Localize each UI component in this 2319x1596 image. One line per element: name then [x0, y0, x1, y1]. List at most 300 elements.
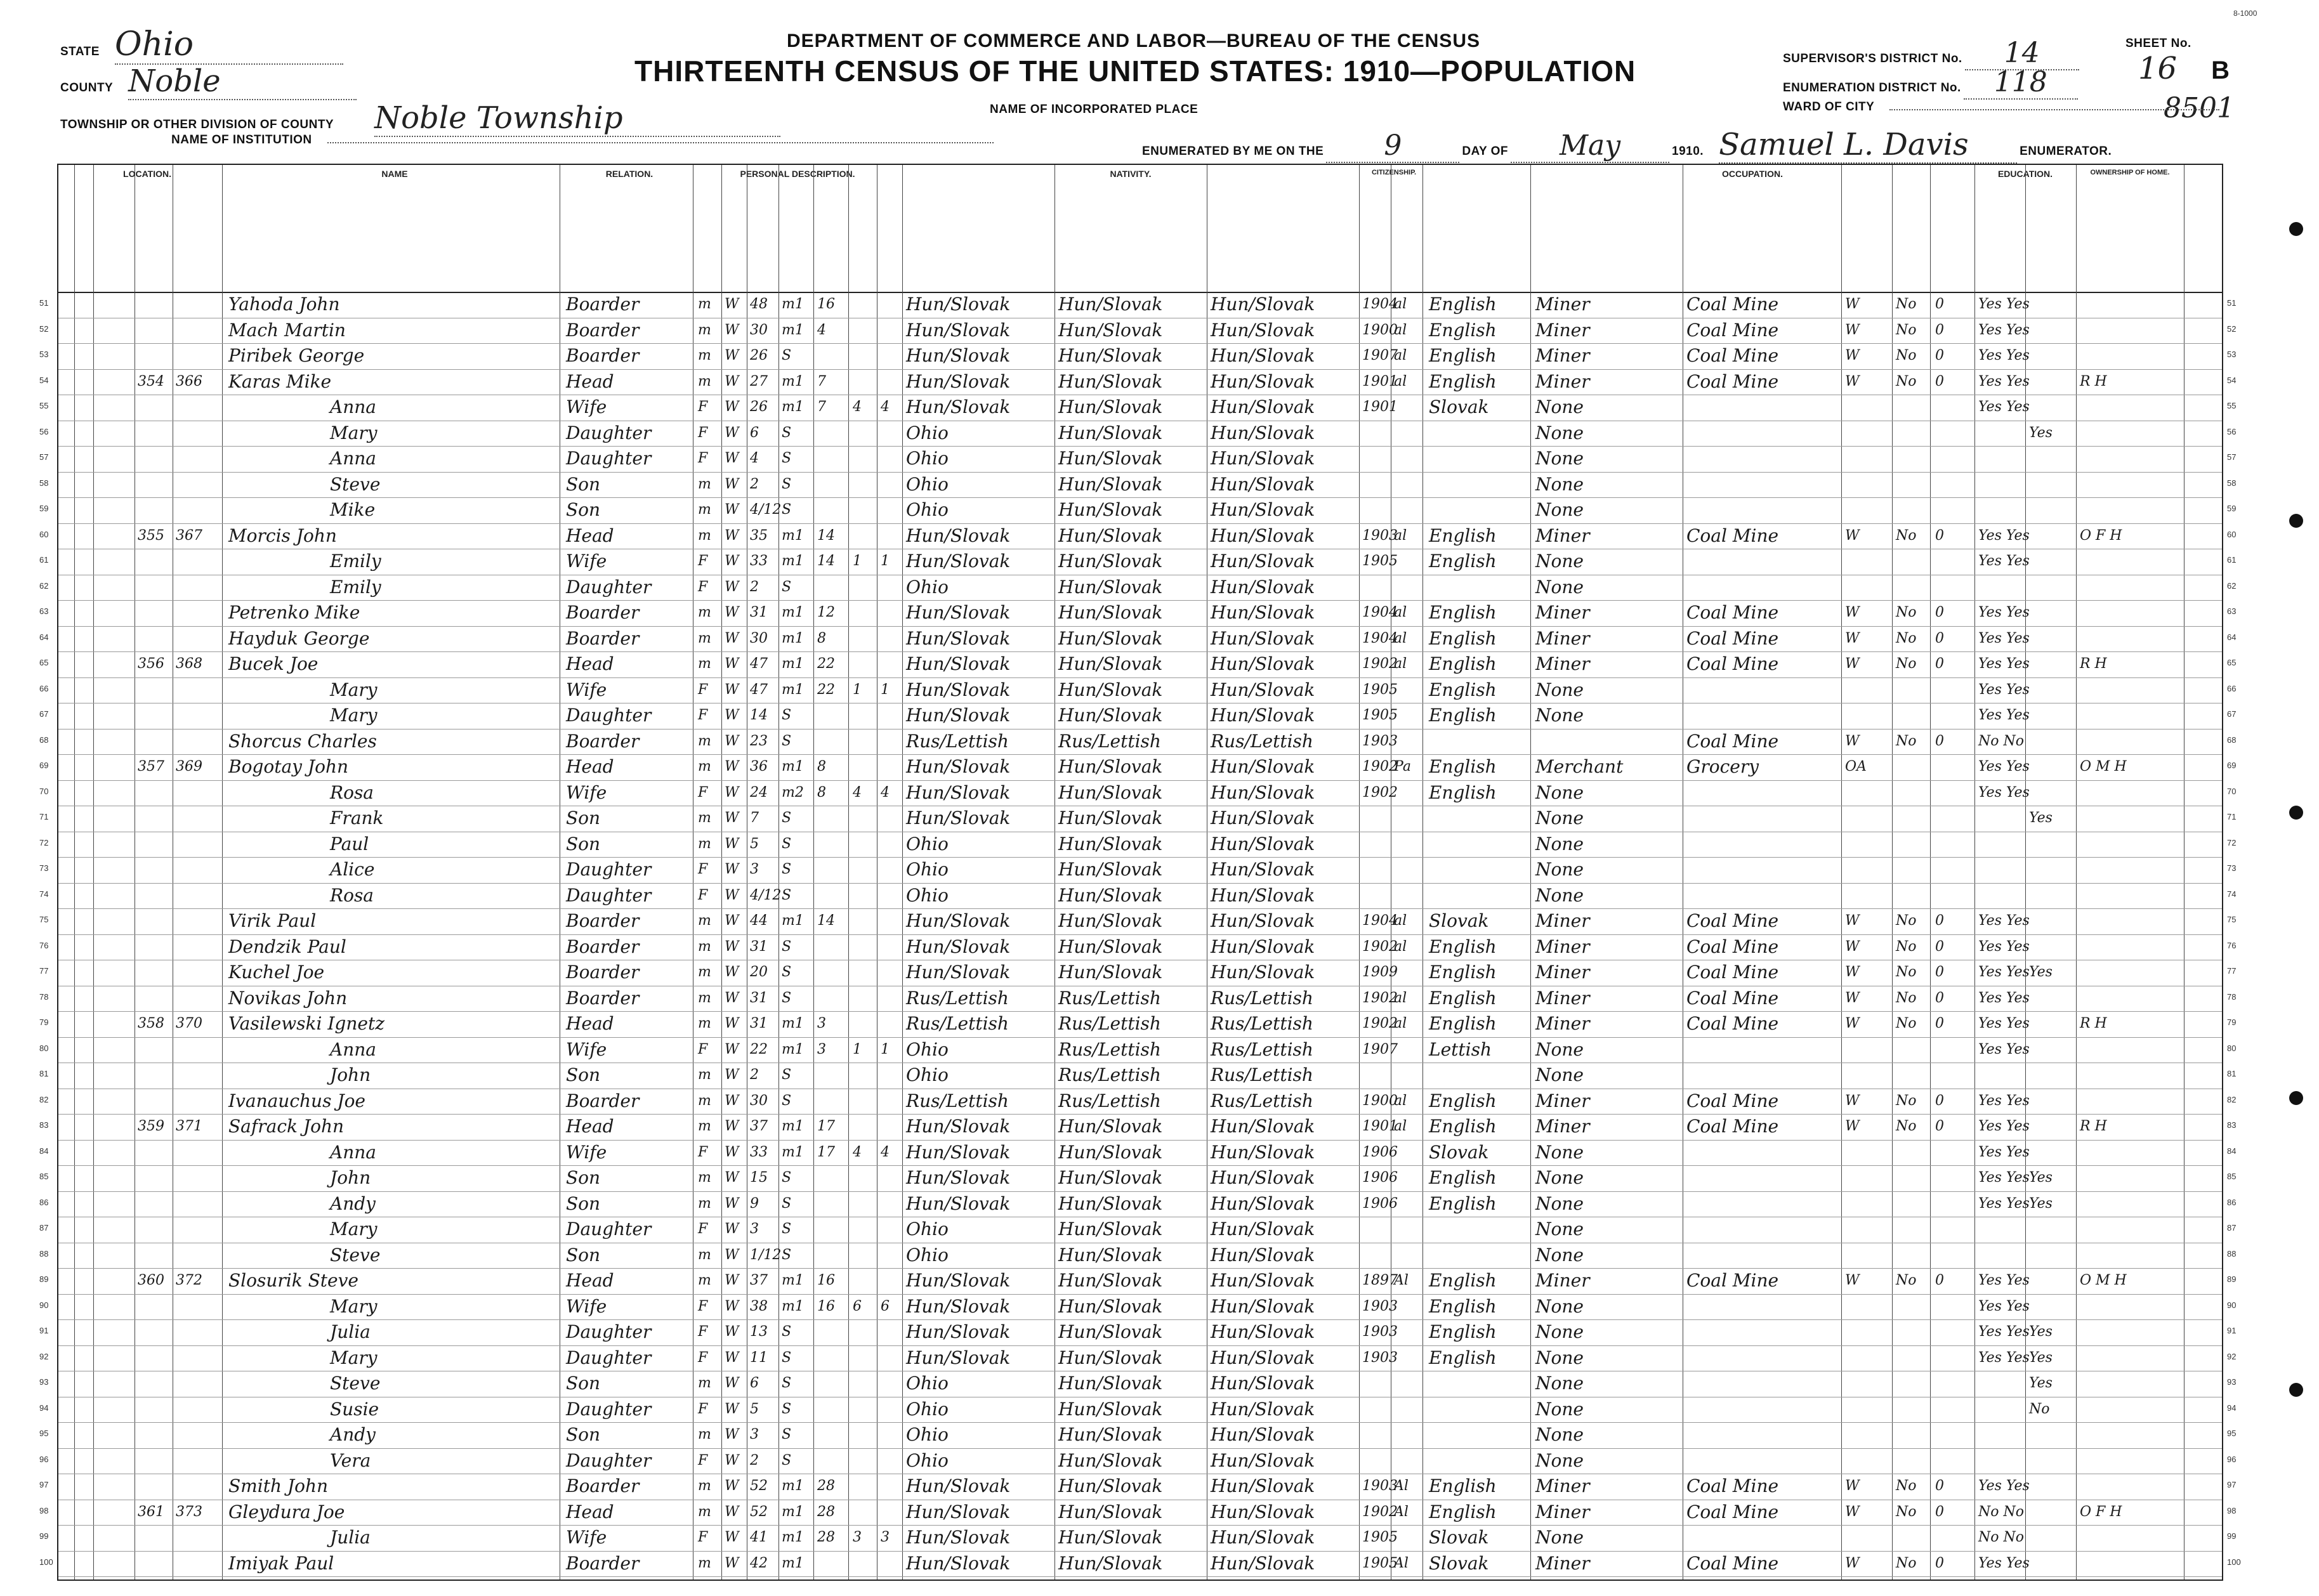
line-number-right: 83 [2227, 1120, 2237, 1130]
line-number: 62 [39, 580, 49, 591]
cell-rel: Boarder [566, 987, 640, 1009]
cell-imm: 1903 [1362, 733, 1398, 749]
cell-att [2029, 1218, 2073, 1241]
cell-imm: 1904 [1362, 605, 1398, 620]
cell-fam: 368 [176, 656, 202, 672]
cell-rel: Son [566, 1064, 601, 1085]
cell-fam [176, 1193, 220, 1215]
cell-rel: Son [566, 499, 601, 520]
cell-imm [1362, 807, 1390, 830]
cell-mb: 6 [853, 1298, 862, 1314]
cell-fam [176, 1423, 220, 1446]
cell-ow: No [1896, 1092, 1917, 1109]
cell-imm: 1902 [1362, 1503, 1398, 1520]
table-row [39, 1089, 2237, 1115]
cell-fam [176, 1347, 220, 1370]
cell-rd: Yes Yes [1978, 938, 2030, 955]
line-number-right: 72 [2227, 837, 2237, 847]
cell-ms: m1 [782, 605, 804, 620]
table-row [39, 1191, 2237, 1218]
group-relation: RELATION. [605, 169, 654, 179]
cell-emp [1845, 422, 1889, 445]
cell-rel: Son [566, 473, 601, 495]
cell-ow: No [1896, 527, 1917, 544]
cell-att [2029, 627, 2073, 650]
cell-fb: Hun/Slovak [1058, 1373, 1163, 1394]
cell-race: W [725, 1349, 739, 1366]
line-number: 66 [39, 683, 49, 693]
cell-lang: English [1429, 1347, 1497, 1368]
cell-ow [1896, 1295, 1929, 1318]
cell-att [2029, 1038, 2073, 1061]
cell-imm [1362, 422, 1390, 445]
cell-wk [1935, 704, 1972, 727]
table-row [39, 1422, 2237, 1449]
cell-lang [1429, 884, 1529, 907]
cell-mbp: Hun/Slovak [1211, 499, 1315, 520]
cell-rel: Daughter [566, 576, 652, 598]
cell-mbp: Hun/Slovak [1211, 1321, 1315, 1342]
cell-att [2029, 858, 2073, 881]
cell-dw [138, 1398, 173, 1421]
cell-nat [1394, 499, 1422, 521]
cell-yrs [817, 1064, 846, 1087]
cell-ml [881, 1012, 901, 1035]
cell-emp: W [1845, 1272, 1860, 1288]
line-number: 96 [39, 1454, 49, 1464]
cell-imm [1362, 576, 1390, 599]
cell-imm: 1905 [1362, 1529, 1398, 1545]
cell-age: 4/12 [750, 887, 782, 903]
cell-nat [1394, 396, 1422, 419]
cell-own: R H [2080, 373, 2107, 389]
sheet-value: 16 [2138, 51, 2178, 86]
cell-rel: Daughter [566, 1321, 652, 1342]
table-row [39, 395, 2237, 421]
cell-fam: 367 [176, 527, 202, 544]
cell-att [2029, 1012, 2073, 1035]
cell-race: W [725, 1016, 739, 1031]
line-number-right: 91 [2227, 1326, 2237, 1335]
ward-label: WARD OF CITY [1783, 100, 1875, 114]
cell-race: W [725, 759, 739, 775]
cell-own [2080, 344, 2181, 367]
cell-trade: None [1535, 396, 1584, 417]
cell-imm [1362, 858, 1390, 881]
line-number-right: 97 [2227, 1480, 2237, 1489]
cell-fam [176, 858, 220, 881]
cell-yrs [817, 730, 846, 753]
line-number: 56 [39, 426, 49, 436]
cell-ms: m1 [782, 913, 804, 929]
cell-wk [1935, 1295, 1972, 1318]
cell-fb: Hun/Slovak [1058, 1219, 1163, 1240]
line-number: 64 [39, 632, 49, 642]
cell-trade: Miner [1535, 319, 1590, 341]
line-number-right: 100 [2227, 1557, 2241, 1567]
cell-nat [1394, 1038, 1422, 1061]
cell-ind: Coal Mine [1686, 345, 1779, 366]
cell-lang: English [1429, 602, 1497, 623]
cell-emp [1845, 858, 1889, 881]
cell-yrs [817, 499, 846, 521]
cell-ms: S [782, 1170, 792, 1186]
cell-wk: 0 [1935, 1478, 1944, 1494]
cell-ms: S [782, 1324, 792, 1340]
cell-pb: Ohio [906, 473, 949, 495]
cell-name: Susie [330, 1398, 379, 1420]
cell-ind: Grocery [1686, 756, 1759, 777]
cell-rd [1978, 1398, 2024, 1421]
cell-yrs: 22 [817, 656, 835, 672]
cell-imm [1362, 1398, 1390, 1421]
cell-name: Smith John [228, 1475, 329, 1496]
cell-sex: m [698, 630, 711, 646]
cell-ml [881, 833, 901, 856]
cell-lang: English [1429, 653, 1497, 674]
cell-rel: Son [566, 1167, 601, 1188]
cell-ow [1896, 1193, 1929, 1215]
cell-ml [881, 1501, 901, 1524]
cell-yrs: 7 [817, 399, 826, 415]
cell-dw [138, 807, 173, 830]
cell-ind [1686, 1526, 1839, 1549]
table-row [39, 446, 2237, 473]
table-row [39, 754, 2237, 781]
cell-emp: W [1845, 322, 1860, 338]
cell-imm: 1904 [1362, 913, 1398, 929]
table-row [39, 1140, 2237, 1167]
table-row [39, 986, 2237, 1012]
cell-mbp: Hun/Slovak [1211, 936, 1315, 957]
cell-rd: No No [1978, 733, 2024, 749]
cell-age: 1/12 [750, 1246, 782, 1263]
cell-fb: Hun/Slovak [1058, 1270, 1163, 1291]
cell-fam [176, 576, 220, 599]
cell-rd: No No [1978, 1503, 2024, 1520]
township-label: TOWNSHIP OR OTHER DIVISION OF COUNTY [60, 118, 334, 131]
group-nativity: NATIVITY. [1110, 169, 1152, 179]
cell-dw [138, 1526, 173, 1549]
cell-yrs: 8 [817, 759, 826, 775]
cell-att [2029, 884, 2073, 907]
cell-mbp: Rus/Lettish [1211, 1064, 1313, 1085]
cell-lang: Slovak [1429, 1527, 1489, 1548]
table-row [39, 318, 2237, 344]
cell-own: R H [2080, 656, 2107, 672]
cell-ml: 1 [881, 1041, 890, 1057]
line-number: 85 [39, 1172, 49, 1181]
cell-race: W [725, 399, 739, 415]
cell-rel: Son [566, 1193, 601, 1214]
cell-trade: Miner [1535, 345, 1590, 366]
cell-nat [1394, 473, 1422, 496]
cell-race: W [725, 887, 739, 903]
cell-race: W [725, 1503, 739, 1520]
cell-imm: 1902 [1362, 656, 1398, 672]
cell-yrs: 14 [817, 913, 835, 929]
line-number: 93 [39, 1377, 49, 1387]
cell-emp: W [1845, 1555, 1860, 1571]
cell-name: Morcis John [228, 525, 337, 546]
cell-emp [1845, 1167, 1889, 1189]
cell-rel: Son [566, 1244, 601, 1266]
cell-pb: Hun/Slovak [906, 1552, 1011, 1574]
cell-mbp: Hun/Slovak [1211, 1347, 1315, 1368]
supervisor-label: SUPERVISOR'S DISTRICT No. [1783, 52, 1962, 65]
cell-age: 41 [750, 1529, 768, 1545]
cell-lang: English [1429, 1270, 1497, 1291]
cell-lang [1429, 576, 1529, 599]
cell-fb: Hun/Slovak [1058, 1424, 1163, 1445]
cell-ms: m1 [782, 527, 804, 544]
cell-dw [138, 1218, 173, 1241]
line-number: 51 [39, 298, 49, 308]
cell-rd: Yes Yes [1978, 1195, 2030, 1212]
cell-lang: English [1429, 627, 1497, 649]
cell-trade: None [1535, 782, 1584, 803]
cell-yrs: 16 [817, 1272, 835, 1288]
cell-fb: Hun/Slovak [1058, 370, 1163, 392]
cell-mb [853, 653, 876, 676]
cell-fam [176, 910, 220, 932]
cell-ind: Coal Mine [1686, 1475, 1779, 1496]
cell-ms: m1 [782, 373, 804, 389]
cell-yrs: 28 [817, 1529, 835, 1545]
cell-nat [1394, 1372, 1422, 1395]
line-number-right: 76 [2227, 940, 2237, 950]
cell-ind [1686, 1449, 1839, 1472]
cell-own [2080, 422, 2181, 445]
cell-wk [1935, 1423, 1972, 1446]
cell-ow [1896, 499, 1929, 521]
cell-ow [1896, 447, 1929, 470]
cell-ml [881, 1475, 901, 1498]
cell-age: 42 [750, 1555, 768, 1571]
cell-rd [1978, 576, 2024, 599]
cell-ml: 4 [881, 1144, 890, 1160]
line-number: 68 [39, 735, 49, 745]
page-stamp: 8501 [2164, 92, 2235, 124]
cell-fb: Hun/Slovak [1058, 808, 1163, 828]
cell-race: W [725, 835, 739, 852]
cell-own: O M H [2080, 759, 2127, 775]
cell-dw [138, 910, 173, 932]
cell-mb [853, 1115, 876, 1138]
cell-att [2029, 730, 2073, 753]
cell-wk: 0 [1935, 1016, 1944, 1031]
line-number-right: 93 [2227, 1377, 2237, 1387]
cell-pb: Ohio [906, 1244, 949, 1266]
cell-sex: F [698, 450, 708, 466]
cell-dw [138, 499, 173, 521]
line-number-right: 86 [2227, 1197, 2237, 1207]
cell-ind: Coal Mine [1686, 1270, 1779, 1291]
cell-imm: 1902 [1362, 1016, 1398, 1031]
cell-rel: Head [566, 653, 614, 674]
line-number-right: 60 [2227, 529, 2237, 539]
cell-mbp: Hun/Slovak [1211, 473, 1315, 495]
cell-ow: No [1896, 1272, 1917, 1288]
cell-yrs: 28 [817, 1478, 835, 1494]
cell-fb: Hun/Slovak [1058, 705, 1163, 726]
cell-mbp: Hun/Slovak [1211, 705, 1315, 726]
cell-ind: Coal Mine [1686, 653, 1779, 674]
cell-nat [1394, 961, 1422, 984]
cell-age: 6 [750, 1375, 759, 1391]
cell-fb: Hun/Slovak [1058, 1552, 1163, 1574]
cell-lang: English [1429, 1167, 1497, 1188]
cell-ms: S [782, 1246, 792, 1263]
cell-name: Ivanauchus Joe [228, 1090, 366, 1111]
line-number: 74 [39, 889, 49, 899]
table-row [39, 857, 2237, 884]
cell-mb [853, 319, 876, 342]
cell-sex: m [698, 1092, 711, 1109]
cell-mbp: Rus/Lettish [1211, 730, 1313, 752]
cell-nat: al [1394, 527, 1407, 544]
cell-rd [1978, 422, 2024, 445]
cell-mb [853, 473, 876, 496]
table-row [39, 1011, 2237, 1038]
cell-ms: m1 [782, 1041, 804, 1057]
cell-wk: 0 [1935, 733, 1944, 749]
cell-own [2080, 1244, 2181, 1267]
cell-own [2080, 910, 2181, 932]
cell-fam [176, 344, 220, 367]
cell-ow [1896, 576, 1929, 599]
cell-ms: S [782, 1195, 792, 1212]
cell-yrs [817, 807, 846, 830]
department-heading: DEPARTMENT OF COMMERCE AND LABOR—BUREAU OF THE CENSUS [787, 30, 1480, 51]
table-row [39, 1217, 2237, 1243]
cell-own [2080, 1218, 2181, 1241]
line-number: 97 [39, 1480, 49, 1489]
census-ledger [39, 164, 2241, 1581]
cell-trade: None [1535, 1424, 1584, 1445]
cell-ind: Coal Mine [1686, 294, 1779, 315]
line-number: 55 [39, 401, 49, 410]
cell-name: Paul [330, 833, 369, 854]
cell-rel: Son [566, 1373, 601, 1394]
cell-race: W [725, 990, 739, 1006]
cell-ml [881, 576, 901, 599]
line-number-right: 79 [2227, 1017, 2237, 1027]
table-row [39, 600, 2237, 627]
cell-att [2029, 576, 2073, 599]
cell-wk [1935, 782, 1972, 804]
cell-nat [1394, 447, 1422, 470]
cell-ind [1686, 704, 1839, 727]
cell-wk: 0 [1935, 656, 1944, 672]
cell-wk [1935, 447, 1972, 470]
cell-own [2080, 679, 2181, 702]
cell-name: Hayduk George [228, 627, 370, 649]
cell-dw: 359 [138, 1118, 164, 1134]
cell-nat: Al [1394, 1478, 1409, 1494]
cell-own [2080, 1038, 2181, 1061]
cell-sex: m [698, 913, 711, 929]
cell-yrs [817, 1167, 846, 1189]
cell-race: W [725, 733, 739, 749]
table-row [39, 1551, 2241, 1578]
cell-trade: Miner [1535, 653, 1590, 674]
cell-ow [1896, 1141, 1929, 1164]
cell-ml [881, 370, 901, 393]
table-row [39, 651, 2237, 678]
cell-nat [1394, 576, 1422, 599]
township-field [60, 100, 780, 137]
cell-pb: Hun/Slovak [906, 1270, 1011, 1291]
cell-dw [138, 858, 173, 881]
cell-ind [1686, 1347, 1839, 1370]
cell-nat: al [1394, 990, 1407, 1006]
enumeration-value: 118 [1964, 66, 2078, 100]
cell-imm: 1907 [1362, 1041, 1398, 1057]
line-number: 90 [39, 1300, 49, 1310]
cell-race: W [725, 476, 739, 492]
cell-sex: m [698, 1067, 711, 1083]
cell-ml [881, 1244, 901, 1267]
line-number: 78 [39, 991, 49, 1002]
form-number: 8-1000 [2233, 9, 2257, 18]
cell-age: 30 [750, 1092, 768, 1109]
cell-rel: Wife [566, 782, 607, 803]
cell-own [2080, 1475, 2181, 1498]
cell-rel: Wife [566, 551, 607, 572]
cell-pb: Hun/Slovak [906, 756, 1011, 777]
cell-trade: None [1535, 1141, 1584, 1163]
cell-dw [138, 473, 173, 496]
cell-ind [1686, 858, 1839, 881]
cell-own [2080, 936, 2181, 958]
cell-trade: Merchant [1535, 756, 1624, 777]
cell-ml [881, 884, 901, 907]
cell-age: 6 [750, 424, 759, 441]
cell-lang: Slovak [1429, 1141, 1489, 1163]
cell-ml [881, 1449, 901, 1472]
line-number-right: 94 [2227, 1403, 2237, 1413]
cell-own: O F H [2080, 1503, 2122, 1520]
cell-name: Emily [330, 551, 381, 572]
cell-ow [1896, 1347, 1929, 1370]
cell-emp: W [1845, 913, 1860, 929]
enumerator-label: ENUMERATOR. [2020, 145, 2112, 158]
table-row [39, 1114, 2237, 1141]
cell-race: W [725, 1529, 739, 1545]
cell-dw [138, 884, 173, 907]
line-number: 76 [39, 940, 49, 950]
cell-rd: Yes Yes [1978, 1555, 2030, 1571]
cell-name: John [330, 1167, 371, 1188]
line-number: 69 [39, 761, 49, 770]
cell-lang: English [1429, 370, 1497, 392]
cell-race: W [725, 1067, 739, 1083]
line-number: 83 [39, 1120, 49, 1130]
cell-mb: 1 [853, 1041, 862, 1057]
binder-hole [2289, 1091, 2303, 1105]
cell-yrs [817, 1449, 846, 1472]
cell-dw [138, 1244, 173, 1267]
cell-imm [1362, 447, 1390, 470]
cell-emp [1845, 704, 1889, 727]
cell-mbp: Hun/Slovak [1211, 345, 1315, 366]
line-number-right: 84 [2227, 1146, 2237, 1156]
cell-race: W [725, 1272, 739, 1288]
cell-name: Vera [330, 1449, 371, 1471]
line-number-right: 85 [2227, 1172, 2237, 1181]
cell-pb: Ohio [906, 499, 949, 520]
